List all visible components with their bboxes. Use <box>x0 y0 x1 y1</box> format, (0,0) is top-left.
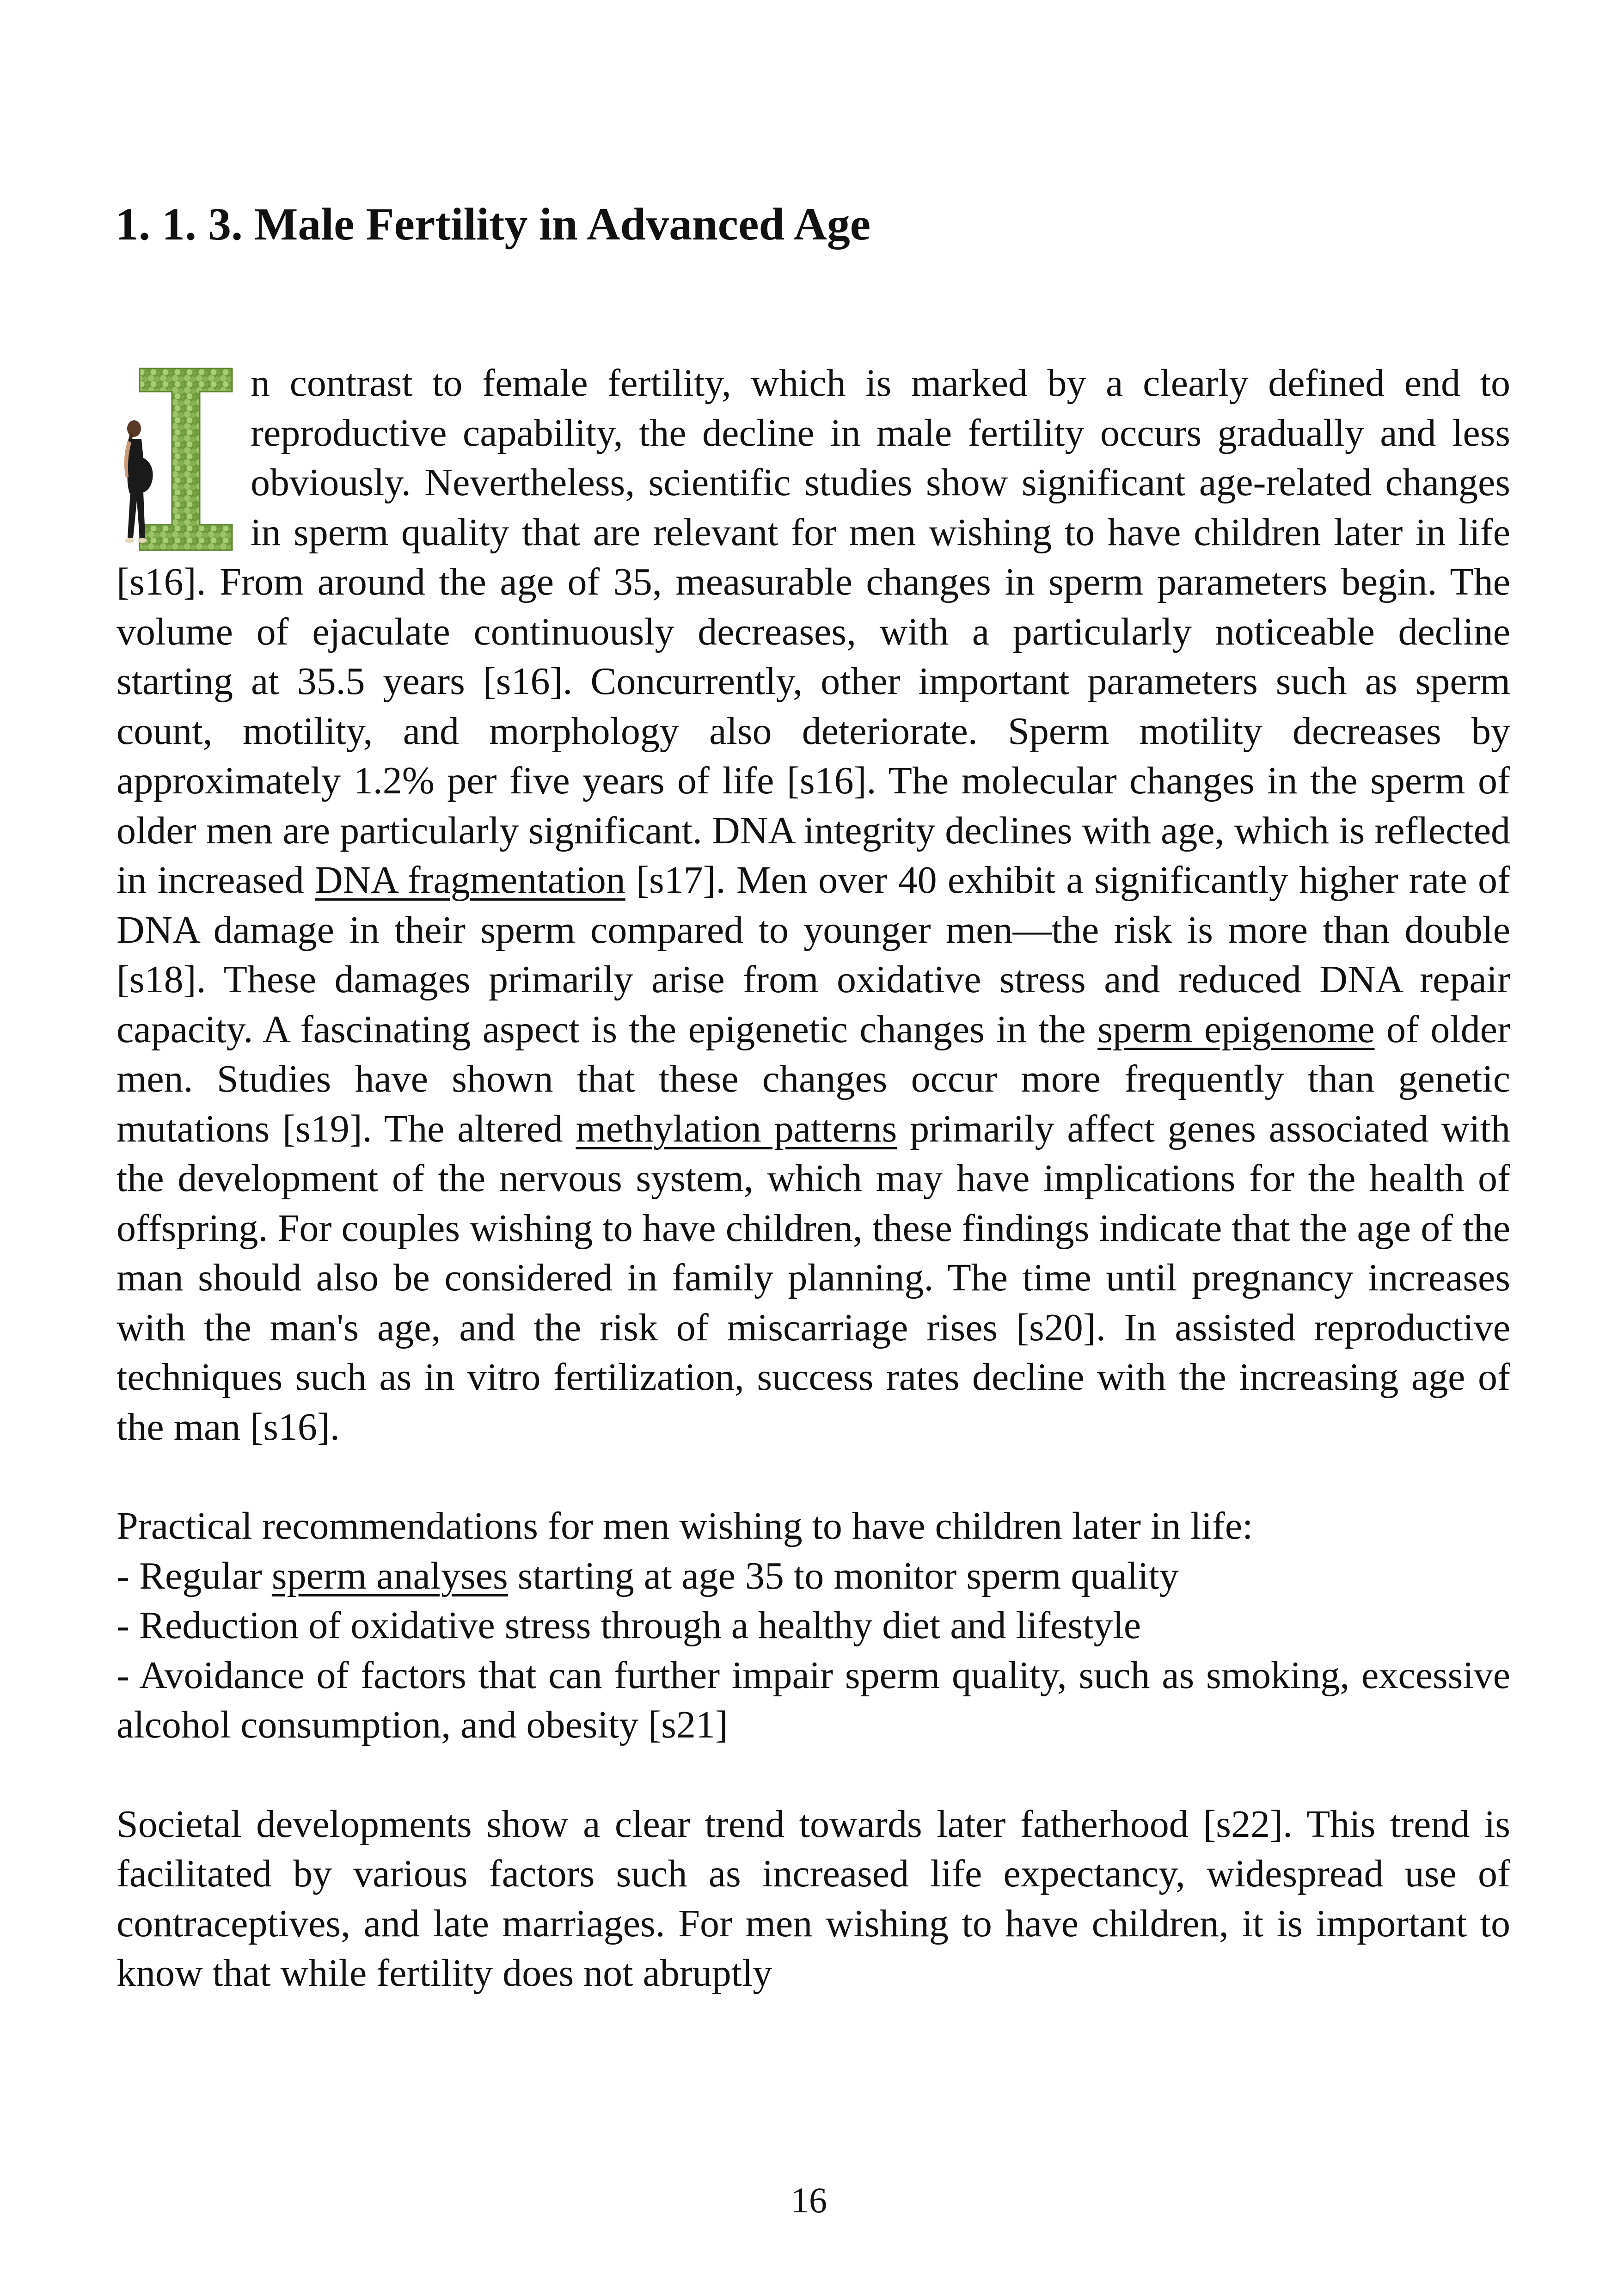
paragraph-societal: Societal developments show a clear trend towards later fatherhood [s22]. This trend is facilitated by various factors such as increased life expectancy, widespread use of contraceptives, and late marriages. For men wishing to have children, it is important to know that while fertility does not abruptly <box>116 1802 1510 1995</box>
link-methylation-patterns[interactable]: methylation patterns <box>576 1107 897 1150</box>
paragraph-intro-text-2: [s17]. Men over 40 exhibit a significantly higher rate of DNA damage in their sperm compared to younger men—the risk is more than double [s18]. These damages primarily arise from oxidative stress and reduced DNA repair capacity. A fascinating aspect is the epigenetic changes in the <box>116 859 1510 1051</box>
recommendations-intro: Practical recommendations for men wishing to have children later in life: <box>116 1504 1253 1547</box>
page-number: 16 <box>791 2180 827 2220</box>
paragraph-intro <box>116 358 1510 1452</box>
link-dna-fragmentation[interactable]: DNA fragmentation <box>314 859 625 902</box>
recommendations-list <box>116 1501 1510 1750</box>
paragraph-intro-text-3: of older men. Studies have shown that these changes occur more frequently than genetic mutations [s19]. The altered <box>116 1007 1510 1150</box>
recommendation-item-suffix: starting at age 35 to monitor sperm quality <box>508 1554 1179 1597</box>
section-heading: 1. 1. 3. Male Fertility in Advanced Age <box>116 198 871 250</box>
link-sperm-analyses[interactable]: sperm analyses <box>271 1554 508 1597</box>
recommendation-item: - Avoidance of factors that can further impair sperm quality, such as smoking, excessive alcohol consumption, and obesity [s21] <box>116 1653 1510 1746</box>
recommendation-item <box>116 1551 1510 1601</box>
link-sperm-epigenome[interactable]: sperm epigenome <box>1097 1007 1375 1051</box>
paragraph-intro-text-4: primarily affect genes associated with the development of the nervous system, which may have implications for the health of offspring. For couples wishing to have children, these findings indicate that the age of the man should also be considered in family planning. The time until pregnancy increases with the man's age, and the risk of miscarriage rises [s20]. In assisted reproductive techniques such as in vitro fertilization, success rates decline with the increasing age of the man [s16]. <box>116 1107 1510 1449</box>
dropcap-letter-i <box>112 363 237 555</box>
body-text <box>116 358 1510 1998</box>
recommendation-item: - Reduction of oxidative stress through a healthy diet and lifestyle <box>116 1604 1141 1647</box>
recommendation-item-prefix: - Regular <box>116 1554 272 1597</box>
paragraph-intro-text: n contrast to female fertility, which is marked by a clearly defined end to reproductive capability, the decline in male fertility occurs gradually and less obviously. Nevertheless, scientific studies show significant age-related changes in sperm quality that are relevant for men wishing to have children later in life [s16]. From around the age of 35, measurable changes in sperm parameters begin. The volume of ejaculate continuously decreases, with a particularly noticeable decline starting at 35.5 years [s16]. Concurrently, other important parameters such as sperm count, motility, and morphology also deteriorate. Sperm motility decreases by approximately 1.2% per five years of life [s16]. The molecular changes in the sperm of older men are particularly significant. DNA integrity declines with age, which is reflected in increased <box>116 362 1510 902</box>
dropcap-pregnant-woman-icon <box>112 363 237 555</box>
